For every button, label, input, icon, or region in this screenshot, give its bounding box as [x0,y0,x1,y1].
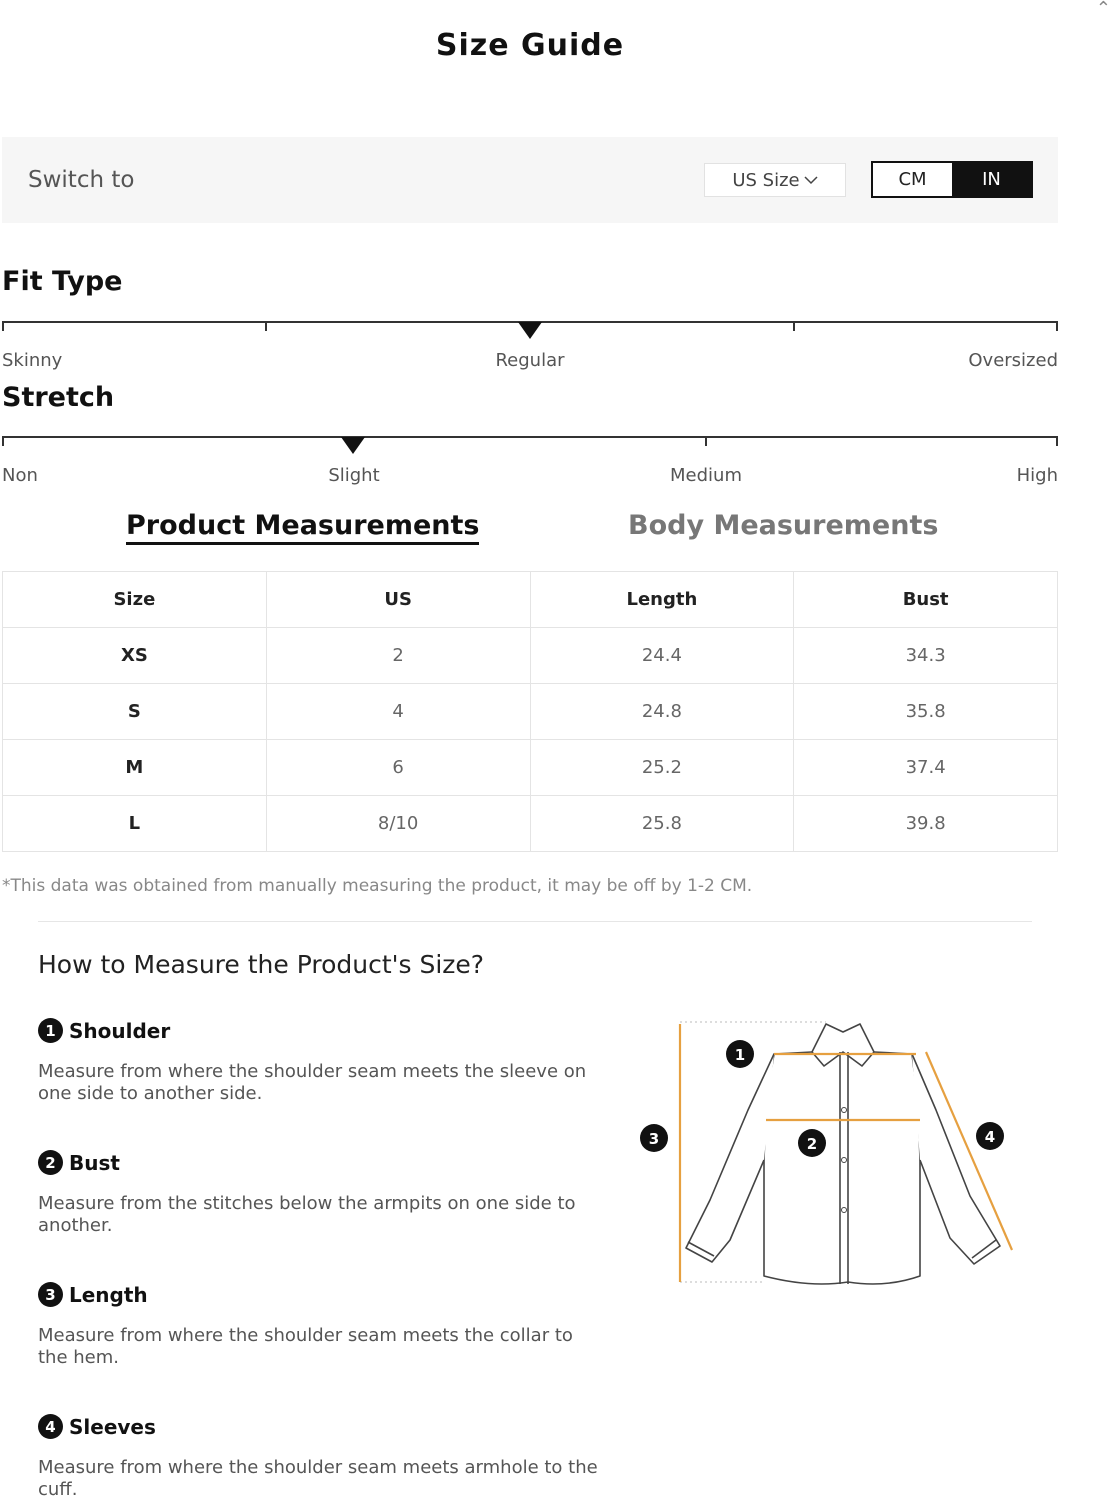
measure-step-bust [38,1150,598,1237]
table-header-row [3,572,1058,628]
stretch-marker [341,437,365,454]
section-divider [38,921,1032,922]
fit-type-label-regular: Regular [495,350,565,371]
diagram-label: 4 [984,1128,996,1146]
table-cell: L [3,796,267,852]
table-cell: 37.4 [794,740,1058,796]
step-description: Measure from where the shoulder seam meets armhole to the cuff. [38,1457,598,1500]
unit-toggle[interactable] [871,161,1033,198]
stretch-label-slight: Slight [328,465,380,486]
diagram-label: 3 [648,1130,660,1148]
chevron-down-icon [804,175,818,185]
measure-step-length [38,1282,598,1369]
measurement-note: *This data was obtained from manually measuring the product, it may be off by 1-2 CM. [2,876,753,896]
size-select-value: US Size [732,169,800,191]
how-to-measure-title: How to Measure the Product's Size? [38,950,485,979]
step-title: Length [69,1282,148,1307]
stretch-label-high: High [1016,465,1058,486]
diagram-label: 1 [734,1046,746,1064]
table-cell: S [3,684,267,740]
unit-switch-bar [2,137,1058,223]
fit-type-tick [265,321,267,331]
table-row [3,628,1058,684]
step-title: Sleeves [69,1414,156,1439]
table-cell: 4 [266,684,530,740]
table-row [3,684,1058,740]
unit-in-button[interactable]: IN [952,163,1031,196]
table-header-cell: Bust [794,572,1058,628]
fit-type-tick [1056,321,1058,331]
stretch-label-medium: Medium [670,465,742,486]
table-cell: M [3,740,267,796]
page-title: Size Guide [435,28,625,63]
table-cell: 6 [266,740,530,796]
table-cell: 35.8 [794,684,1058,740]
diagram-label: 2 [806,1135,818,1153]
table-cell: XS [3,628,267,684]
table-cell: 2 [266,628,530,684]
fit-type-heading: Fit Type [2,266,123,297]
stretch-scale [2,436,1058,438]
table-row [3,740,1058,796]
size-table [2,571,1058,852]
table-cell: 25.8 [530,796,794,852]
step-number-badge: 4 [38,1414,63,1439]
close-icon[interactable]: ⌃ [1095,0,1111,19]
table-cell: 25.2 [530,740,794,796]
table-row [3,796,1058,852]
step-description: Measure from the stitches below the armpits on one side to another. [38,1193,576,1236]
step-title: Bust [69,1150,120,1175]
size-system-select[interactable] [704,163,846,197]
fit-type-label-skinny: Skinny [2,350,63,371]
fit-type-label-oversized: Oversized [968,350,1058,371]
fit-type-marker [518,322,542,339]
step-number-badge: 1 [38,1018,63,1043]
unit-cm-button[interactable]: CM [873,163,952,196]
switch-label: Switch to [28,167,135,193]
table-cell: 34.3 [794,628,1058,684]
stretch-tick [2,436,4,446]
step-number-badge: 2 [38,1150,63,1175]
step-description: Measure from where the shoulder seam meets the sleeve on one side to another side. [38,1061,587,1104]
stretch-heading: Stretch [2,382,115,413]
table-cell: 24.4 [530,628,794,684]
tab-product-measurements[interactable]: Product Measurements [126,510,479,545]
step-number-badge: 3 [38,1282,63,1307]
fit-type-tick [2,321,4,331]
table-cell: 39.8 [794,796,1058,852]
table-header-cell: Length [530,572,794,628]
stretch-tick [1056,436,1058,446]
table-header-cell: Size [3,572,267,628]
measure-step-sleeves [38,1414,598,1501]
step-description: Measure from where the shoulder seam meets the collar to the hem. [38,1325,573,1368]
fit-type-tick [793,321,795,331]
stretch-label-non: Non [2,465,38,486]
table-cell: 8/10 [266,796,530,852]
tab-body-measurements[interactable]: Body Measurements [628,510,939,541]
table-cell: 24.8 [530,684,794,740]
step-title: Shoulder [69,1018,171,1043]
stretch-tick [705,436,707,446]
measure-step-shoulder [38,1018,598,1105]
table-header-cell: US [266,572,530,628]
shirt-measurement-diagram [630,1010,1050,1300]
